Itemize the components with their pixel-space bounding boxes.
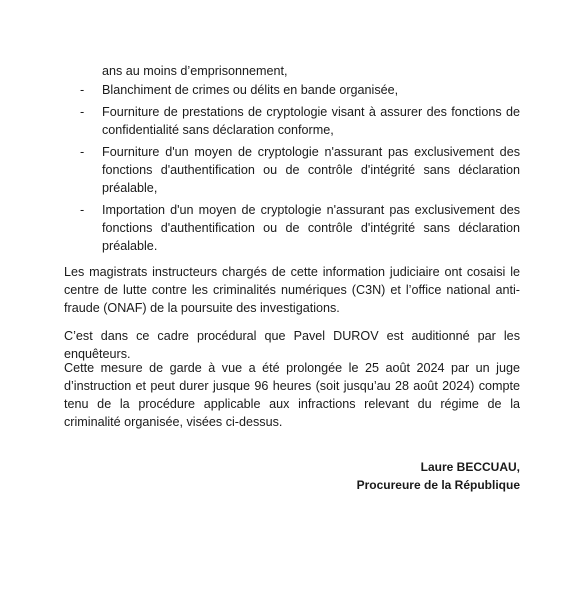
list-item	[80, 143, 520, 197]
bullet-marker: -	[80, 105, 85, 119]
list-item	[80, 201, 520, 255]
list-item-text: Fourniture d'un moyen de cryptologie n'assurant pas exclusivement des fonctions d'authentification ou de contrôle d'intégrité sans déclaration préalable,	[102, 145, 520, 195]
list-item	[80, 81, 520, 99]
bullet-marker: -	[80, 83, 85, 97]
offense-list	[80, 81, 520, 259]
signature-block	[357, 458, 520, 494]
paragraph-audition: C’est dans ce cadre procédural que Pavel DUROV est auditionné par les enquêteurs.	[64, 329, 520, 361]
signatory-name: Laure BECCUAU,	[420, 460, 520, 474]
list-item-text: Fourniture de prestations de cryptologie visant à assurer des fonctions de confidentialité sans déclaration conforme,	[102, 105, 520, 137]
bullet-marker: -	[80, 145, 85, 159]
signatory-title: Procureure de la République	[356, 478, 520, 492]
bullet-marker: -	[80, 203, 85, 217]
paragraph-custody-extension: Cette mesure de garde à vue a été prolongée le 25 août 2024 par un juge d’instruction et peut durer jusque 96 heures (soit jusqu’au 28 août 2024) compte tenu de la procédure applicable aux infractions relevant du régime de la criminalité organisée, visées ci-dessus.	[64, 361, 520, 429]
continuation-line: ans au moins d’emprisonnement,	[102, 64, 288, 78]
list-item-text: Blanchiment de crimes ou délits en bande organisée,	[102, 83, 399, 97]
list-item	[80, 103, 520, 139]
list-item-text: Importation d'un moyen de cryptologie n'assurant pas exclusivement des fonctions d'authentification ou de contrôle d'intégrité sans déclaration préalable.	[102, 203, 520, 253]
paragraph-magistrates: Les magistrats instructeurs chargés de cette information judiciaire ont cosaisi le centre de lutte contre les criminalités numériques (C3N) et l’office national anti-fraude (ONAF) de la poursuite des investigations.	[64, 265, 520, 315]
